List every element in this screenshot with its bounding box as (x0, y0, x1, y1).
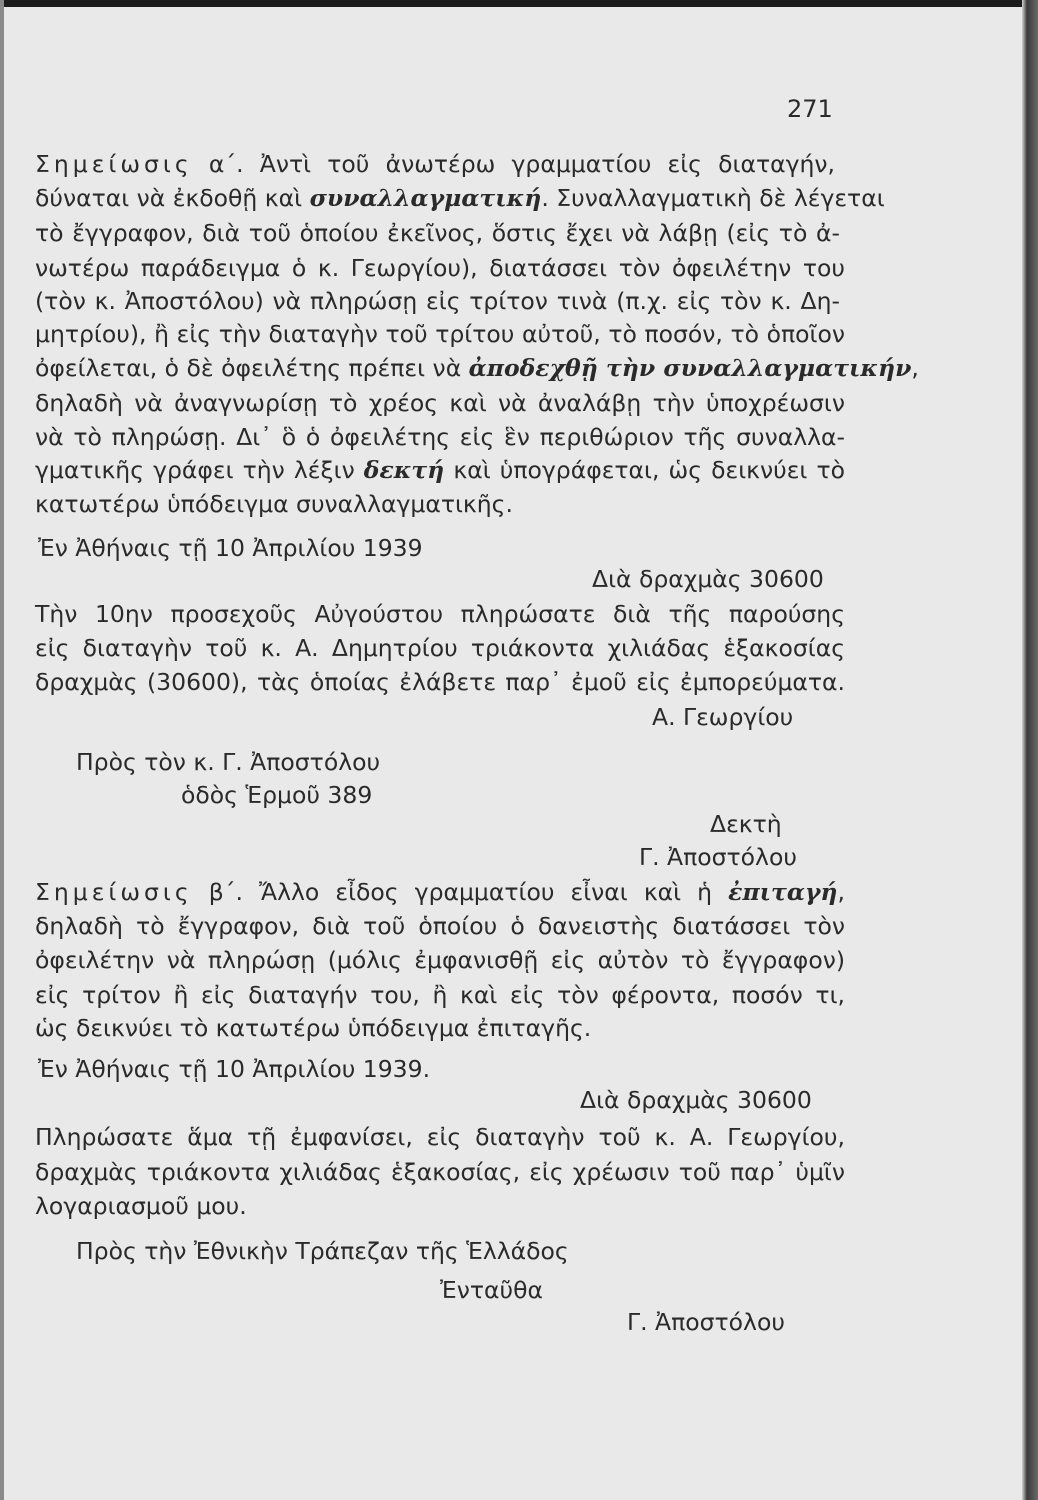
bill-street: ὁδὸς Ἑρμοῦ 389 (181, 781, 373, 809)
note-a-line-6: μητρίου), ἢ εἰς τὴν διαταγὴν τοῦ τρίτου αὐτοῦ, τὸ ποσόν, τὸ ὁποῖον (35, 320, 845, 348)
bill-place-date: Ἐν Ἀθήναις τῇ 10 Ἀπριλίου 1939 (38, 534, 423, 562)
page-number: 271 (787, 95, 833, 123)
bill-amount: Διὰ δραχμὰς 30600 (592, 565, 824, 593)
note-a-term-accepted: δεκτή (363, 456, 445, 484)
note-a-line-3: τὸ ἔγγραφον, διὰ τοῦ ὁποίου ἐκεῖνος, ὅστις ἔχει νὰ λάβῃ (εἰς τὸ ἀ- (35, 219, 840, 247)
bill-accepted-label: Δεκτὴ (710, 810, 782, 838)
cheque-location: Ἐνταῦθα (440, 1276, 543, 1304)
bill-addressee: Πρὸς τὸν κ. Γ. Ἀποστόλου (76, 748, 381, 776)
scan-left-edge (0, 0, 4, 1500)
note-b-line-5: ὡς δεικνύει τὸ κατωτέρω ὑπόδειγμα ἐπιταγῆς. (35, 1014, 592, 1042)
note-a-line-11: κατωτέρω ὑπόδειγμα συναλλαγματικῆς. (35, 490, 513, 518)
note-b-line-1 (35, 878, 845, 906)
note-b-term-cheque: ἐπιταγή (728, 878, 838, 906)
scan-right-edge (1022, 0, 1038, 1500)
note-a-heading: Σημείωσις (35, 150, 193, 178)
note-b-line-1-post: , (837, 878, 845, 906)
cheque-body-2: δραχμὰς τριάκοντα χιλιάδας ἑξακοσίας, εἰς χρέωσιν τοῦ παρ᾽ ὑμῖν (35, 1158, 845, 1186)
cheque-body-3: λογαριασμοῦ μου. (35, 1192, 247, 1220)
note-a-line-1-text: α΄. Ἀντὶ τοῦ ἀνωτέρω γραμματίου εἰς διαταγήν, (192, 150, 835, 178)
bill-acceptor-signature: Γ. Ἀποστόλου (639, 843, 797, 871)
cheque-amount: Διὰ δραχμὰς 30600 (580, 1086, 812, 1114)
note-a-line-7-post: , (911, 354, 919, 382)
cheque-body-1: Πληρώσατε ἅμα τῇ ἐμφανίσει, εἰς διαταγὴν τοῦ κ. Α. Γεωργίου, (35, 1123, 845, 1151)
note-a-term-bill-of-exchange: συναλλαγματική (309, 184, 542, 212)
note-a-line-4: νωτέρω παράδειγμα ὁ κ. Γεωργίου), διατάσσει τὸν ὀφειλέτην του (35, 254, 845, 282)
note-b-heading: Σημείωσις (35, 878, 193, 906)
note-a-line-10-pre: γματικῆς γράφει τὴν λέξιν (35, 456, 364, 484)
note-a-line-2 (35, 184, 885, 212)
cheque-addressee: Πρὸς τὴν Ἐθνικὴν Τράπεζαν τῆς Ἑλλάδος (76, 1237, 569, 1265)
note-a-line-9: νὰ τὸ πληρώσῃ. Δι᾽ ὃ ὁ ὀφειλέτης εἰς ἓν περιθώριον τῆς συναλλα- (35, 423, 845, 451)
note-a-line-7 (35, 354, 919, 382)
note-a-line-2-post: . Συναλλαγματικὴ δὲ λέγεται (541, 184, 885, 212)
note-a-line-7-pre: ὀφείλεται, ὁ δὲ ὀφειλέτης πρέπει νὰ (35, 354, 469, 382)
note-a-line-2-pre: δύναται νὰ ἐκδοθῇ καὶ (35, 184, 310, 212)
bill-body-3: δραχμὰς (30600), τὰς ὁποίας ἐλάβετε παρ᾽ ἐμοῦ εἰς ἐμπορεύματα. (35, 668, 845, 696)
note-b-line-2: δηλαδὴ τὸ ἔγγραφον, διὰ τοῦ ὁποίου ὁ δανειστὴς διατάσσει τὸν (35, 912, 845, 940)
note-b-line-4: εἰς τρίτον ἢ εἰς διαταγήν του, ἢ καὶ εἰς τὸν φέροντα, ποσόν τι, (35, 981, 845, 1009)
note-b-line-3: ὀφειλέτην νὰ πληρώσῃ (μόλις ἐμφανισθῇ εἰς αὐτὸν τὸ ἔγγραφον) (35, 946, 845, 974)
note-a-line-8: δηλαδὴ νὰ ἀναγνωρίσῃ τὸ χρέος καὶ νὰ ἀναλάβῃ τὴν ὑποχρέωσιν (35, 389, 845, 417)
note-a-line-1 (35, 150, 835, 178)
note-b-line-1-pre: β΄. Ἄλλο εἶδος γραμματίου εἶναι καὶ ἡ (192, 878, 729, 906)
note-a-line-5: (τὸν κ. Ἀποστόλου) νὰ πληρώσῃ εἰς τρίτον τινὰ (π.χ. εἰς τὸν κ. Δη- (35, 287, 840, 315)
cheque-signature: Γ. Ἀποστόλου (627, 1308, 785, 1336)
cheque-place-date: Ἐν Ἀθήναις τῇ 10 Ἀπριλίου 1939. (38, 1055, 431, 1083)
bill-body-1: Τὴν 10ην προσεχοῦς Αὐγούστου πληρώσατε διὰ τῆς παρούσης (35, 600, 845, 628)
note-a-line-10 (35, 456, 845, 484)
note-a-term-accept: ἀποδεχθῇ τὴν συναλλαγματικήν (468, 354, 912, 382)
bill-drawer-signature: Α. Γεωργίου (652, 703, 794, 731)
bill-body-2: εἰς διαταγὴν τοῦ κ. Α. Δημητρίου τριάκοντα χιλιάδας ἑξακοσίας (35, 634, 845, 662)
note-a-line-10-post: καὶ ὑπογράφεται, ὡς δεικνύει τὸ (444, 456, 845, 484)
scan-top-edge (0, 0, 1038, 7)
